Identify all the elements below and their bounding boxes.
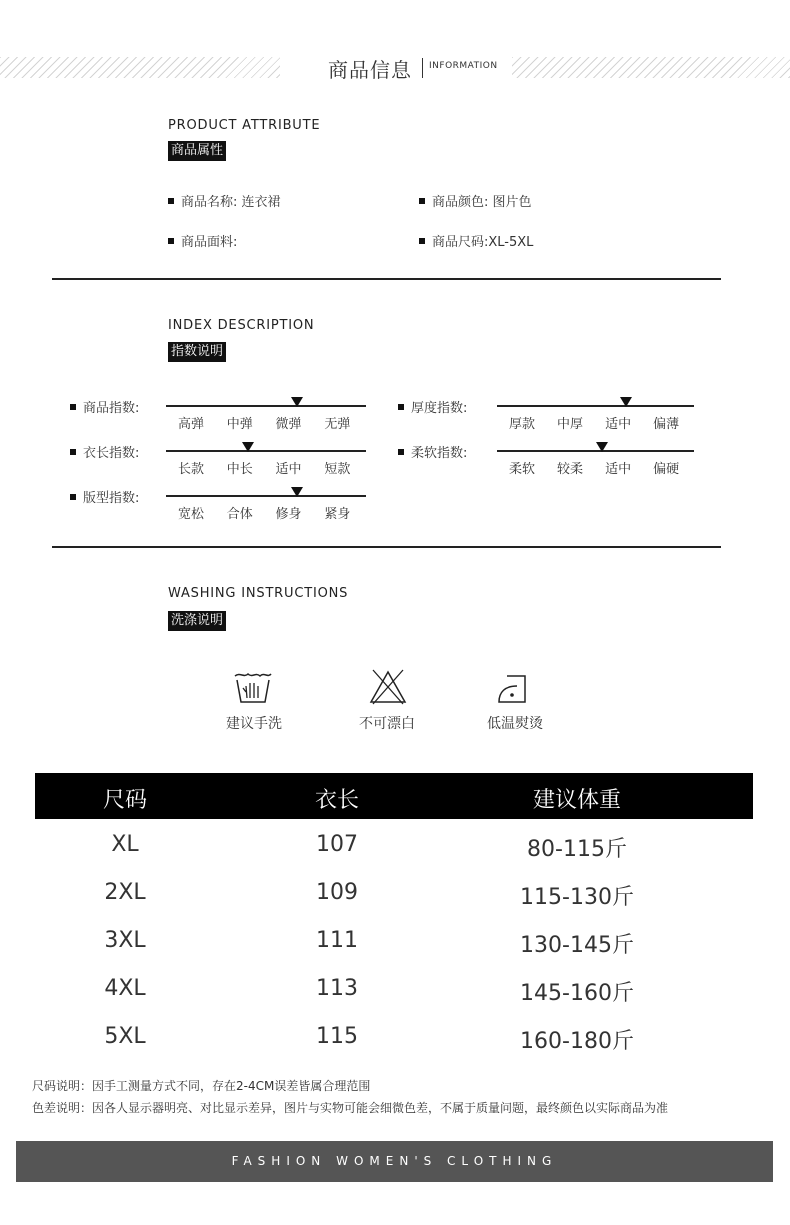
section-divider: [52, 546, 721, 548]
washing-title-en: WASHING INSTRUCTIONS: [168, 586, 349, 601]
attribute-item: 商品名称: 连衣裙: [168, 191, 281, 210]
table-cell: 109: [316, 880, 358, 905]
footer-text: FASHION WOMEN'S CLOTHING: [231, 1154, 558, 1168]
no-bleach-icon: [367, 668, 409, 706]
index-option: 宽松: [178, 507, 205, 522]
index-option: 厚款: [509, 417, 536, 432]
low-iron-icon: [497, 674, 531, 704]
index-scale-line: [497, 405, 694, 407]
header-hatch-right: [512, 57, 790, 78]
index-title-en: INDEX DESCRIPTION: [168, 318, 315, 333]
attribute-item: 商品面料:: [168, 231, 237, 250]
index-scale-line: [166, 495, 366, 497]
washing-label: 建议手洗: [226, 716, 282, 732]
washing-title-cn: 洗涤说明: [168, 611, 226, 631]
table-cell: 145-160斤: [520, 981, 634, 1006]
attribute-item: 商品颜色: 图片色: [419, 191, 532, 210]
header-title: 商品信息: [328, 58, 412, 82]
index-scale-line: [166, 405, 366, 407]
index-label: 厚度指数:: [398, 397, 467, 416]
index-marker-icon: [620, 397, 632, 407]
bullet-icon: [70, 494, 76, 500]
bullet-icon: [398, 404, 404, 410]
index-label: 版型指数:: [70, 487, 139, 506]
bullet-icon: [398, 449, 404, 455]
table-cell: 130-145斤: [520, 933, 634, 958]
header-subtitle: INFORMATION: [429, 61, 498, 71]
index-option: 中弹: [226, 417, 253, 432]
index-label: 商品指数:: [70, 397, 139, 416]
table-cell: 111: [316, 928, 358, 953]
index-option: 偏硬: [653, 462, 680, 477]
index-option: 适中: [275, 462, 302, 477]
index-title-cn: 指数说明: [168, 342, 226, 362]
table-header-weight: 建议体重: [532, 788, 621, 813]
index-option: 紧身: [324, 507, 351, 522]
index-marker-icon: [596, 442, 608, 452]
hand-wash-icon: [232, 670, 274, 706]
index-option: 中厚: [557, 417, 584, 432]
index-option: 无弹: [324, 417, 351, 432]
attribute-title-en: PRODUCT ATTRIBUTE: [168, 118, 321, 133]
bullet-icon: [70, 449, 76, 455]
bullet-icon: [168, 198, 174, 204]
size-note: 尺码说明：因手工测量方式不同，存在2-4CM误差皆属合理范围: [32, 1079, 371, 1093]
table-header-size: 尺码: [102, 788, 147, 813]
index-marker-icon: [242, 442, 254, 452]
header-divider: [422, 58, 423, 78]
index-marker-icon: [291, 487, 303, 497]
table-cell: 5XL: [104, 1024, 146, 1049]
washing-label: 不可漂白: [359, 716, 415, 732]
index-option: 中长: [226, 462, 253, 477]
index-option: 修身: [275, 507, 302, 522]
washing-label: 低温熨烫: [487, 716, 543, 732]
table-cell: 107: [316, 832, 358, 857]
color-note: 色差说明：因各人显示器明亮、对比显示差异，图片与实物可能会细微色差，不属于质量问题，最终颜色以实际商品为准: [32, 1101, 669, 1115]
index-option: 高弹: [178, 417, 205, 432]
index-scale-line: [166, 450, 366, 452]
table-cell: 4XL: [104, 976, 146, 1001]
index-option: 偏薄: [653, 417, 680, 432]
index-option: 合体: [226, 507, 253, 522]
index-option: 适中: [605, 417, 632, 432]
table-cell: 2XL: [104, 880, 146, 905]
index-label: 衣长指数:: [70, 442, 139, 461]
bullet-icon: [70, 404, 76, 410]
section-divider: [52, 278, 721, 280]
header-hatch-left: [0, 57, 280, 78]
index-option: 长款: [178, 462, 205, 477]
index-option: 微弹: [275, 417, 302, 432]
bullet-icon: [419, 238, 425, 244]
index-marker-icon: [291, 397, 303, 407]
table-cell: XL: [111, 832, 139, 857]
table-cell: 80-115斤: [527, 837, 627, 862]
bullet-icon: [168, 238, 174, 244]
index-option: 适中: [605, 462, 632, 477]
index-label: 柔软指数:: [398, 442, 467, 461]
table-cell: 113: [316, 976, 358, 1001]
index-option: 柔软: [509, 462, 536, 477]
table-header-length: 衣长: [314, 788, 359, 813]
bullet-icon: [419, 198, 425, 204]
attribute-item: 商品尺码:XL-5XL: [419, 231, 533, 250]
table-cell: 115-130斤: [520, 885, 634, 910]
index-option: 短款: [324, 462, 351, 477]
index-option: 较柔: [557, 462, 584, 477]
table-cell: 115: [316, 1024, 358, 1049]
table-cell: 160-180斤: [520, 1029, 634, 1054]
table-cell: 3XL: [104, 928, 146, 953]
attribute-title-cn: 商品属性: [168, 141, 226, 161]
